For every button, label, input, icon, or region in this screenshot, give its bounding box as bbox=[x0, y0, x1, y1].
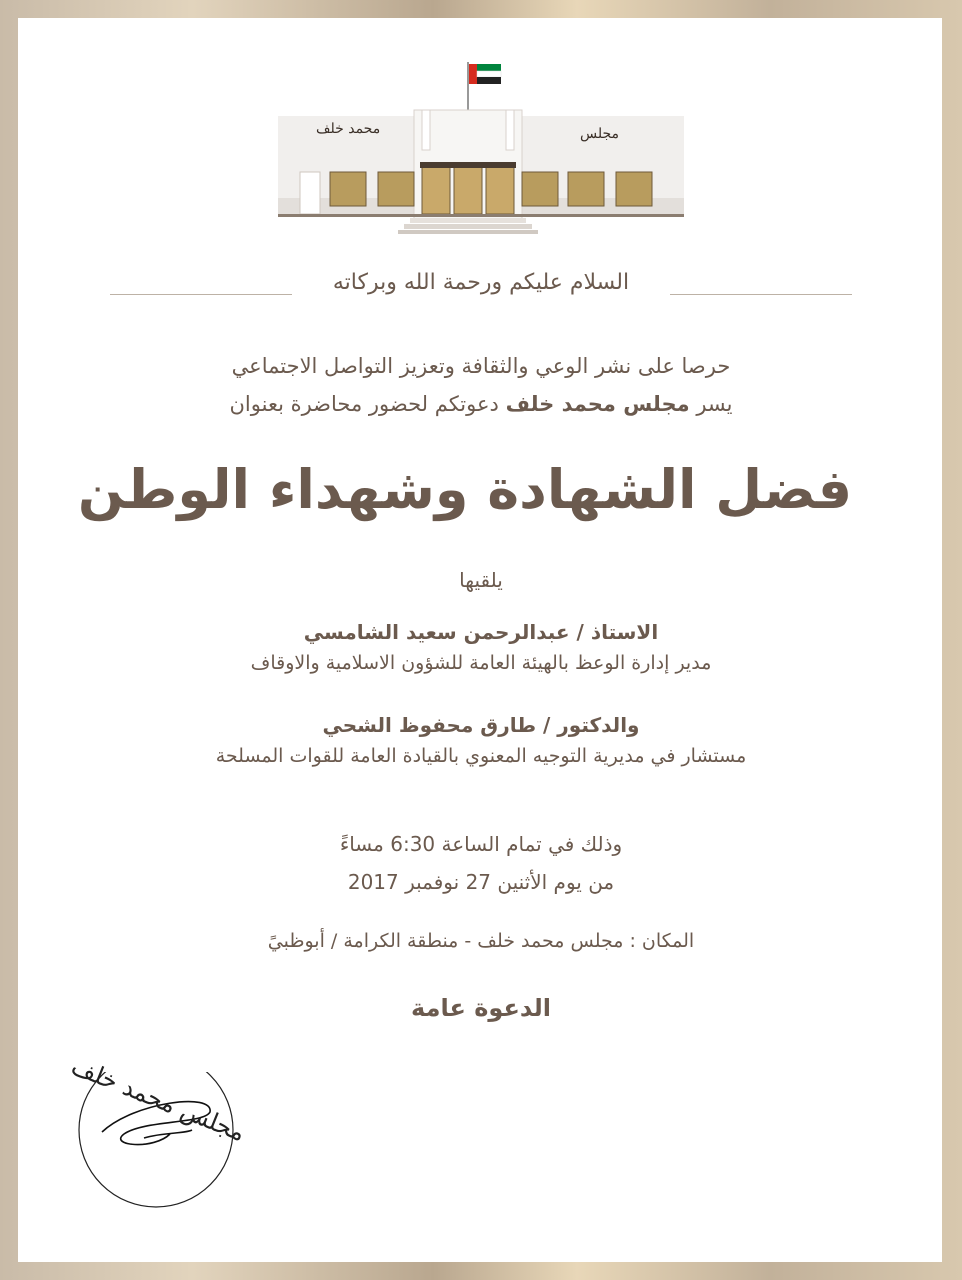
intro-line-1: حرصا على نشر الوعي والثقافة وتعزيز التواصل الاجتماعي bbox=[231, 354, 731, 378]
time-line: وذلك في تمام الساعة 6:30 مساءً bbox=[339, 832, 623, 856]
uae-flag-icon bbox=[469, 64, 477, 84]
intro-line-2 bbox=[0, 392, 962, 416]
building-sign-right: مجلس bbox=[580, 126, 620, 142]
signature-text: مجلس محمد خلف bbox=[67, 1052, 250, 1148]
place-line: المكان : مجلس محمد خلف - منطقة الكرامة / أبوظبيً bbox=[267, 930, 695, 952]
intro-prefix: يسر bbox=[696, 392, 733, 416]
greeting: السلام عليكم ورحمة الله وبركاته bbox=[332, 270, 630, 295]
open-invitation: الدعوة عامة bbox=[411, 994, 551, 1022]
given-by-label: يلقيها bbox=[459, 568, 503, 592]
intro-suffix: دعوتكم لحضور محاضرة بعنوان bbox=[229, 392, 499, 416]
lecture-title: فضل الشهادة وشهداء الوطن bbox=[77, 458, 853, 521]
building-sign-left: محمد خلف bbox=[316, 121, 381, 137]
speaker-2-role: مستشار في مديرية التوجيه المعنوي بالقيادة العامة للقوات المسلحة bbox=[215, 745, 747, 767]
speaker-2-name: والدكتور / طارق محفوظ الشحي bbox=[322, 713, 640, 737]
date-line: من يوم الأثنين 27 نوفمبر 2017 bbox=[347, 870, 615, 894]
speaker-1-name: الاستاذ / عبدالرحمن سعيد الشامسي bbox=[303, 620, 659, 644]
majlis-name: مجلس محمد خلف bbox=[505, 392, 690, 416]
majlis-building-illustration bbox=[276, 58, 686, 238]
speaker-1-role: مدير إدارة الوعظ بالهيئة العامة للشؤون الاسلامية والاوقاف bbox=[250, 652, 712, 674]
